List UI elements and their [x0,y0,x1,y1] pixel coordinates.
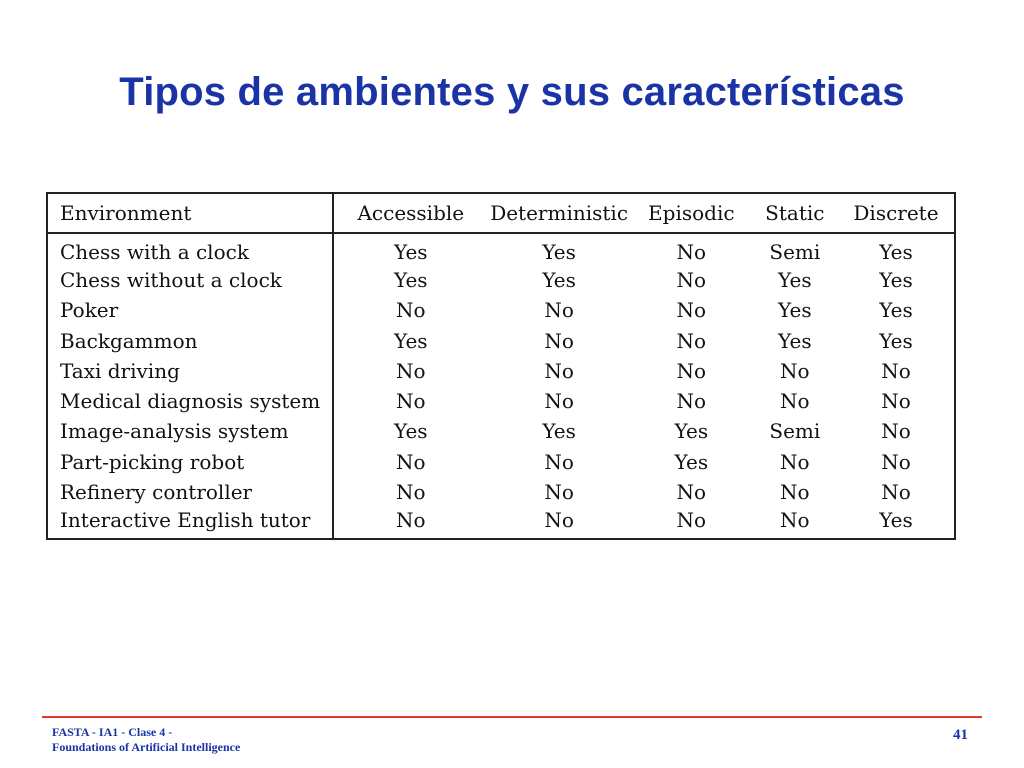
cell-accessible: No [396,298,426,323]
table-row [47,477,955,507]
footer-credits [52,725,240,755]
cell-accessible: No [396,389,426,414]
table-row [47,295,955,325]
cell-episodic: Yes [674,419,709,444]
cell-episodic: No [676,240,707,265]
table-row [47,265,955,295]
table-row [47,233,955,265]
cell-accessible: No [396,507,426,532]
cell-accessible: Yes [394,267,428,292]
cell-static: No [780,479,810,504]
cell-deterministic: No [544,479,574,504]
cell-accessible: Yes [394,328,428,353]
cell-discrete: No [881,389,911,414]
cell-environment: Interactive English tutor [47,507,333,539]
cell-discrete: No [881,419,911,444]
table-row [47,356,955,386]
cell-deterministic: Yes [542,419,576,444]
cell-discrete: Yes [879,328,913,353]
cell-static: No [780,507,810,532]
table-row [47,447,955,477]
cell-discrete: Yes [879,507,913,532]
cell-episodic: No [676,479,707,504]
cell-deterministic: Yes [542,267,576,292]
header-environment: Environment [47,193,333,233]
cell-deterministic: No [544,507,574,532]
cell-accessible: Yes [394,240,428,265]
cell-environment: Chess without a clock [47,265,333,295]
cell-static: Yes [778,328,812,353]
cell-environment: Refinery controller [47,477,333,507]
cell-static: No [780,389,810,414]
cell-discrete: No [881,479,911,504]
cell-episodic: No [676,358,707,383]
cell-environment: Backgammon [47,325,333,355]
table-body [47,233,955,539]
cell-deterministic: Yes [542,240,576,265]
cell-episodic: No [676,389,707,414]
cell-static: No [780,449,810,474]
header-deterministic: Deterministic [487,193,631,233]
cell-environment: Taxi driving [47,356,333,386]
cell-static: No [780,358,810,383]
cell-accessible: Yes [394,419,428,444]
footer-divider [42,716,982,718]
cell-environment: Image-analysis system [47,416,333,446]
environments-table [46,192,956,540]
table-header-row [47,193,955,233]
cell-episodic: No [676,267,707,292]
cell-discrete: No [881,449,911,474]
cell-episodic: No [676,298,707,323]
cell-deterministic: No [544,358,574,383]
cell-environment: Part-picking robot [47,447,333,477]
cell-episodic: No [676,507,707,532]
cell-environment: Poker [47,295,333,325]
header-episodic: Episodic [631,193,752,233]
header-accessible: Accessible [333,193,487,233]
cell-environment: Medical diagnosis system [47,386,333,416]
header-discrete: Discrete [838,193,955,233]
cell-accessible: No [396,479,426,504]
cell-static: Yes [778,298,812,323]
cell-accessible: No [396,358,426,383]
cell-episodic: Yes [674,449,709,474]
cell-episodic: No [676,328,707,353]
cell-static: Yes [778,267,812,292]
slide-title: Tipos de ambientes y sus características [119,70,905,114]
header-static: Static [752,193,838,233]
cell-environment: Chess with a clock [47,233,333,265]
table-row [47,386,955,416]
cell-deterministic: No [544,389,574,414]
cell-discrete: Yes [879,240,913,265]
cell-deterministic: No [544,449,574,474]
footer-course: FASTA - IA1 - Clase 4 - [52,725,173,739]
cell-discrete: Yes [879,298,913,323]
footer-subtitle: Foundations of Artificial Intelligence [52,740,241,754]
cell-static: Semi [769,240,821,265]
cell-static: Semi [769,419,821,444]
cell-discrete: Yes [879,267,913,292]
cell-accessible: No [396,449,426,474]
page-number: 41 [953,727,968,743]
cell-deterministic: No [544,298,574,323]
table-row [47,416,955,446]
table-row [47,507,955,539]
cell-deterministic: No [544,328,574,353]
table-row [47,325,955,355]
cell-discrete: No [881,358,911,383]
